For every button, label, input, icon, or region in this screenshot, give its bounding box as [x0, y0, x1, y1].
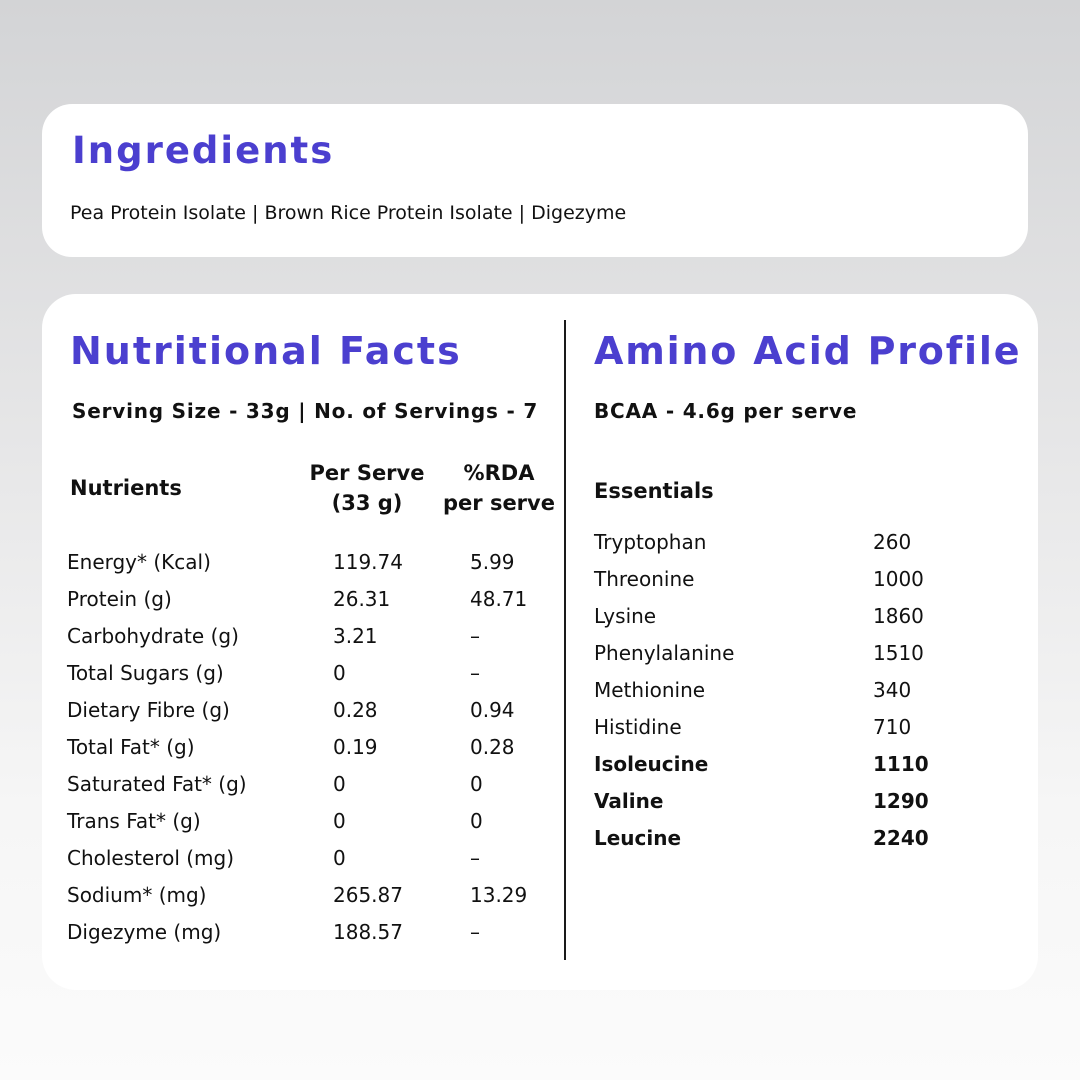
- amino-name: Phenylalanine: [594, 641, 735, 665]
- amino-name: Threonine: [594, 567, 695, 591]
- nutrient-rda: –: [470, 846, 480, 870]
- ingredients-title: Ingredients: [72, 129, 335, 172]
- nutrient-name: Energy* (Kcal): [67, 550, 211, 574]
- nutrient-per-serve: 188.57: [333, 920, 403, 944]
- nutrient-per-serve: 0.28: [333, 698, 378, 722]
- amino-name: Lysine: [594, 604, 657, 628]
- nutrient-name: Cholesterol (mg): [67, 846, 235, 870]
- nutrient-rda: 13.29: [470, 883, 528, 907]
- ingredients-card: [42, 104, 1028, 257]
- amino-name: Tryptophan: [594, 530, 707, 554]
- nutrient-rda: –: [470, 920, 480, 944]
- nutrient-per-serve: 119.74: [333, 550, 403, 574]
- per-serve-header-line1: Per Serve: [309, 461, 425, 485]
- amino-name: Valine: [594, 789, 664, 813]
- bcaa-info: BCAA - 4.6g per serve: [594, 399, 858, 423]
- nutrient-name: Total Fat* (g): [67, 735, 195, 759]
- per-serve-header-line2: (33 g): [331, 491, 403, 515]
- nutrients-header: Nutrients: [70, 476, 182, 500]
- nutrient-rda: 5.99: [470, 550, 515, 574]
- nutrient-name: Saturated Fat* (g): [67, 772, 247, 796]
- nutrient-name: Dietary Fibre (g): [67, 698, 230, 722]
- nutrient-per-serve: 265.87: [333, 883, 403, 907]
- amino-value: 1510: [873, 641, 924, 665]
- amino-value: 1860: [873, 604, 924, 628]
- nutrient-rda: –: [470, 624, 480, 648]
- amino-value: 1290: [873, 789, 929, 813]
- nutrient-per-serve: 0: [333, 809, 346, 833]
- amino-value: 1000: [873, 567, 924, 591]
- column-divider: [564, 320, 566, 960]
- rda-header-line1: %RDA: [463, 461, 535, 485]
- amino-name: Leucine: [594, 826, 682, 850]
- nutrient-name: Protein (g): [67, 587, 172, 611]
- nutrient-name: Total Sugars (g): [67, 661, 224, 685]
- nutrient-per-serve: 0.19: [333, 735, 378, 759]
- nutrient-rda: 48.71: [470, 587, 528, 611]
- nutrient-per-serve: 0: [333, 661, 346, 685]
- nutrient-per-serve: 0: [333, 772, 346, 796]
- serving-info: Serving Size - 33g | No. of Servings - 7: [72, 399, 539, 423]
- amino-name: Histidine: [594, 715, 682, 739]
- essentials-label: Essentials: [594, 479, 714, 503]
- nutrient-name: Sodium* (mg): [67, 883, 207, 907]
- nutrient-rda: 0: [470, 809, 483, 833]
- nutrient-name: Carbohydrate (g): [67, 624, 239, 648]
- nutrient-name: Digezyme (mg): [67, 920, 222, 944]
- nutrient-per-serve: 26.31: [333, 587, 391, 611]
- ingredients-text: Pea Protein Isolate | Brown Rice Protein Isolate | Digezyme: [70, 202, 627, 224]
- amino-value: 710: [873, 715, 912, 739]
- amino-name: Methionine: [594, 678, 706, 702]
- rda-header-line2: per serve: [443, 491, 555, 515]
- amino-value: 340: [873, 678, 912, 702]
- amino-value: 260: [873, 530, 912, 554]
- nutrient-per-serve: 0: [333, 846, 346, 870]
- nutrient-rda: 0: [470, 772, 483, 796]
- nutrient-rda: 0.94: [470, 698, 515, 722]
- amino-title: Amino Acid Profile: [594, 329, 1022, 373]
- nutrient-per-serve: 3.21: [333, 624, 378, 648]
- nutrient-rda: –: [470, 661, 480, 685]
- nutrient-rda: 0.28: [470, 735, 515, 759]
- amino-value: 1110: [873, 752, 929, 776]
- amino-value: 2240: [873, 826, 929, 850]
- amino-name: Isoleucine: [594, 752, 709, 776]
- nutrient-name: Trans Fat* (g): [67, 809, 201, 833]
- nutrition-title: Nutritional Facts: [70, 329, 462, 373]
